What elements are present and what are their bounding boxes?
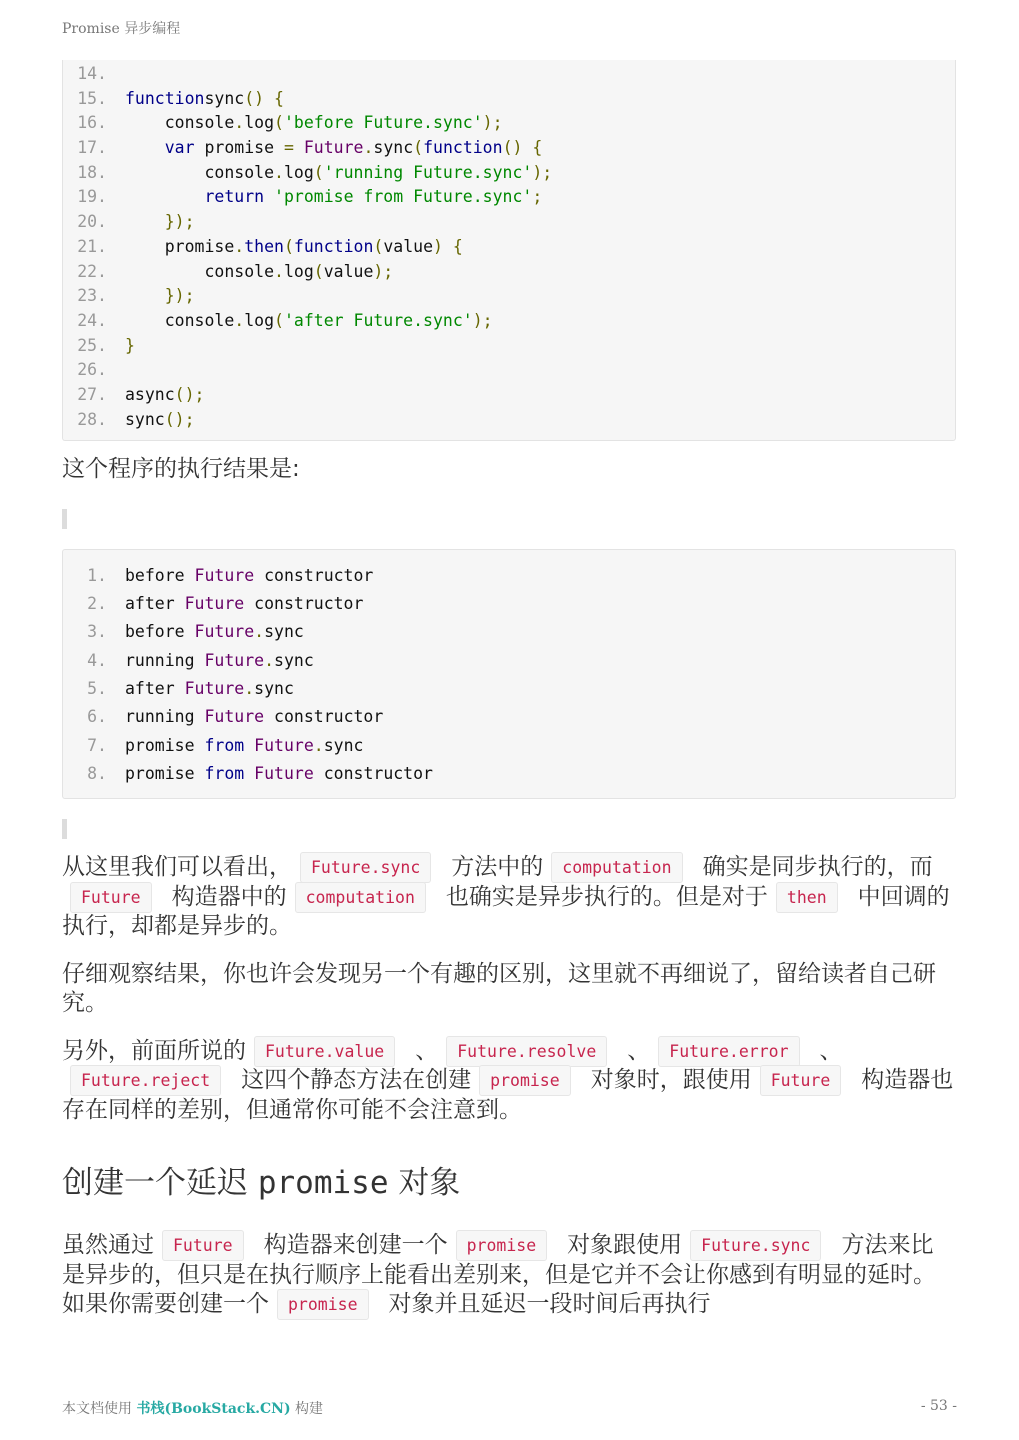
text-run: 方法来比是异步的，但只是在执行顺序上能看出差别来，但是它并不会让你感到有明显的延时。如果你需要创建一个 xyxy=(62,1232,936,1318)
code-text: after Future constructor xyxy=(125,594,364,614)
code-block-output xyxy=(62,549,956,799)
text-run: 虽然通过 xyxy=(62,1232,154,1259)
code-line xyxy=(63,732,955,760)
inline-code: computation xyxy=(551,852,682,883)
section-heading xyxy=(62,1163,956,1203)
inline-code: Future xyxy=(162,1230,244,1261)
text-run: 、 xyxy=(819,1037,843,1064)
line-number: 5. xyxy=(87,679,107,698)
code-line xyxy=(63,136,955,161)
code-line xyxy=(63,185,955,210)
paragraph-observation xyxy=(62,853,956,942)
inline-code: Future xyxy=(70,882,152,913)
code-line xyxy=(63,562,955,590)
text-run: 对象时，跟使用 xyxy=(590,1067,752,1094)
inline-code: Future.reject xyxy=(70,1065,221,1096)
text-run: 中回调的执行，却都是异步的。 xyxy=(62,883,950,940)
code-text: return 'promise from Future.sync'; xyxy=(204,187,543,207)
line-number: 15. xyxy=(77,88,107,108)
inline-code: Future.sync xyxy=(690,1230,821,1261)
page-footer xyxy=(62,1398,957,1418)
inline-code: promise xyxy=(479,1065,571,1096)
text-run: 从这里我们可以看出， xyxy=(62,854,292,881)
text-run: 对象跟使用 xyxy=(567,1232,683,1259)
line-number: 3. xyxy=(87,622,107,642)
footer-prefix: 本文档使用 xyxy=(62,1401,137,1417)
line-number: 1. xyxy=(87,565,107,585)
line-number: 22. xyxy=(77,261,107,281)
code-line xyxy=(63,383,955,408)
line-number: 28. xyxy=(77,409,107,429)
code-text: before Future constructor xyxy=(125,565,374,585)
code-line xyxy=(63,703,955,731)
line-number: 27. xyxy=(77,384,107,404)
heading-text-before: 创建一个延迟 xyxy=(62,1165,258,1202)
code-line xyxy=(63,210,955,235)
code-text: console.log('before Future.sync'); xyxy=(125,113,503,133)
inline-code: Future.error xyxy=(658,1036,799,1067)
inline-code: promise xyxy=(277,1289,369,1320)
footer-brand-link[interactable]: 书栈(BookStack.CN) xyxy=(136,1401,291,1417)
code-line xyxy=(63,408,955,433)
code-text: } xyxy=(125,335,135,355)
line-number: 4. xyxy=(87,650,107,670)
text-run: 对象并且延迟一段时间后再执行 xyxy=(388,1291,711,1318)
text-run: 、 xyxy=(415,1037,439,1064)
code-text: }); xyxy=(164,212,195,232)
code-text: running Future constructor xyxy=(125,707,384,727)
code-text: console.log(value); xyxy=(125,261,394,281)
text-run: 构造器也存在同样的差别，但通常你可能不会注意到。 xyxy=(62,1067,954,1123)
line-number: 25. xyxy=(77,335,107,355)
code-text: console.log('running Future.sync'); xyxy=(125,162,553,182)
code-line xyxy=(63,618,955,646)
code-block-source xyxy=(62,60,956,441)
line-number: 19. xyxy=(77,187,107,207)
text-run: 另外，前面所说的 xyxy=(62,1037,246,1064)
code-text: promise from Future constructor xyxy=(125,763,433,783)
line-number: 26. xyxy=(77,360,107,380)
code-text: functionsync() { xyxy=(125,88,284,108)
inline-code: Future.value xyxy=(254,1036,395,1067)
inline-code: Future xyxy=(760,1065,842,1096)
line-number: 20. xyxy=(77,212,107,232)
code-line xyxy=(63,760,955,788)
code-text: promise from Future.sync xyxy=(125,735,364,755)
text-run: 这四个静态方法在创建 xyxy=(241,1067,472,1094)
code-text: before Future.sync xyxy=(125,622,304,642)
paragraph-note: 仔细观察结果，你也许会发现另一个有趣的区别，这里就不再细说了，留给读者自己研究。 xyxy=(62,960,936,1017)
heading-code: promise xyxy=(257,1165,389,1202)
paragraph-delay xyxy=(62,1231,956,1320)
code-text: after Future.sync xyxy=(125,679,294,698)
code-line xyxy=(63,284,955,309)
blockquote-bar xyxy=(62,509,67,529)
code-line xyxy=(63,675,955,703)
line-number: 23. xyxy=(77,286,107,306)
code-line xyxy=(63,334,955,359)
line-number: 8. xyxy=(87,763,107,783)
code-line xyxy=(63,309,955,334)
page-header: Promise 异步编程 xyxy=(62,21,181,37)
footer-credit xyxy=(62,1398,323,1418)
code-line xyxy=(63,647,955,675)
text-run: 、 xyxy=(627,1037,651,1064)
code-line xyxy=(63,111,955,136)
code-text: }); xyxy=(164,286,195,306)
code-line xyxy=(63,590,955,618)
text-run: 确实是同步执行的，而 xyxy=(702,854,933,881)
line-number: 16. xyxy=(77,113,107,133)
heading-text-after: 对象 xyxy=(388,1165,461,1202)
code-line xyxy=(63,62,955,87)
code-text: promise.then(function(value) { xyxy=(125,236,463,256)
inline-code: promise xyxy=(456,1230,548,1261)
inline-code: Future.resolve xyxy=(446,1036,607,1067)
line-number: 24. xyxy=(77,310,107,330)
paragraph-static-methods xyxy=(62,1037,956,1126)
code-text: running Future.sync xyxy=(125,650,314,670)
page-number: - 53 - xyxy=(920,1398,957,1414)
text-run: 也确实是异步执行的。但是对于 xyxy=(445,883,768,910)
text-run: 构造器中的 xyxy=(171,883,287,910)
code-line xyxy=(63,235,955,260)
line-number: 2. xyxy=(87,594,107,614)
page-content xyxy=(62,60,956,1320)
code-text: var promise = Future.sync(function() { xyxy=(164,138,543,158)
line-number: 7. xyxy=(87,735,107,755)
line-number: 18. xyxy=(77,162,107,182)
code-text: async(); xyxy=(125,384,205,404)
blockquote-bar xyxy=(62,819,67,839)
code-line xyxy=(63,260,955,285)
text-run: 方法中的 xyxy=(451,854,544,881)
code-line xyxy=(63,161,955,186)
line-number: 14. xyxy=(77,64,107,83)
inline-code: Future.sync xyxy=(300,852,431,883)
line-number: 6. xyxy=(87,707,107,727)
code-text: console.log('after Future.sync'); xyxy=(125,310,493,330)
line-number: 17. xyxy=(77,138,107,158)
inline-code: then xyxy=(776,882,838,913)
result-intro: 这个程序的执行结果是: xyxy=(62,456,300,483)
code-text: sync(); xyxy=(125,409,195,429)
inline-code: computation xyxy=(295,882,426,913)
line-number: 21. xyxy=(77,236,107,256)
footer-suffix: 构建 xyxy=(290,1401,324,1417)
text-run: 构造器来创建一个 xyxy=(263,1232,448,1259)
code-line xyxy=(63,87,955,112)
code-line xyxy=(63,358,955,383)
